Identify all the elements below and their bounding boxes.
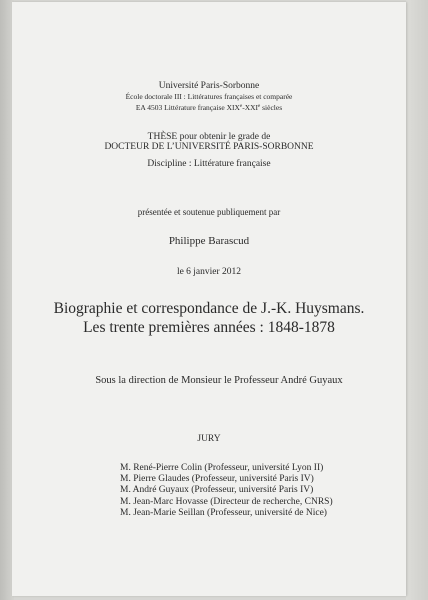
- author-name: Philippe Barascud: [168, 235, 250, 247]
- defense-date: le 6 janvier 2012: [176, 267, 242, 277]
- research-team-middle: -XXI: [242, 103, 259, 112]
- jury-member: M. Jean-Marie Seillan (Professeur, université de Nice): [120, 507, 327, 518]
- background-right-edge: [406, 0, 428, 600]
- thesis-title-line-1: Biographie et correspondance de J.-K. Huysmans.: [53, 300, 365, 317]
- university-header: [12, 81, 406, 113]
- jury-member: M. André Guyaux (Professeur, université Paris IV): [120, 485, 314, 496]
- research-team-sup-1: e: [239, 104, 243, 109]
- jury-heading: JURY: [197, 434, 221, 444]
- degree-name: DOCTEUR DE L’UNIVERSITÉ PARIS-SORBONNE: [104, 142, 314, 152]
- thesis-degree: [12, 132, 406, 152]
- research-team-prefix: EA 4503 Littérature française XIX: [135, 103, 240, 112]
- research-team-sup-2: e: [258, 104, 261, 109]
- research-team-suffix: siècles: [260, 103, 283, 112]
- jury-member: M. Pierre Glaudes (Professeur, université Paris IV): [120, 474, 314, 485]
- jury-list: [120, 463, 333, 519]
- research-team: [12, 102, 406, 113]
- doctoral-school: École doctorale III : Littératures françaises et comparée: [125, 92, 293, 101]
- jury-member: M. Jean-Marc Hovasse (Directeur de recherche, CNRS): [120, 496, 333, 507]
- presented-by: présentée et soutenue publiquement par: [137, 207, 281, 217]
- thesis-title-line-2: Les trente premières années : 1848-1878: [83, 319, 335, 336]
- discipline: Discipline : Littérature française: [147, 159, 271, 169]
- university-name: Université Paris-Sorbonne: [158, 81, 260, 91]
- thesis-title: [12, 299, 406, 337]
- supervisor: Sous la direction de Monsieur le Professeur André Guyaux: [95, 375, 343, 386]
- thesis-purpose: THÈSE pour obtenir le grade de: [147, 132, 271, 142]
- thesis-cover-page: [12, 2, 406, 596]
- jury-member: M. René-Pierre Colin (Professeur, université Lyon II): [120, 463, 324, 473]
